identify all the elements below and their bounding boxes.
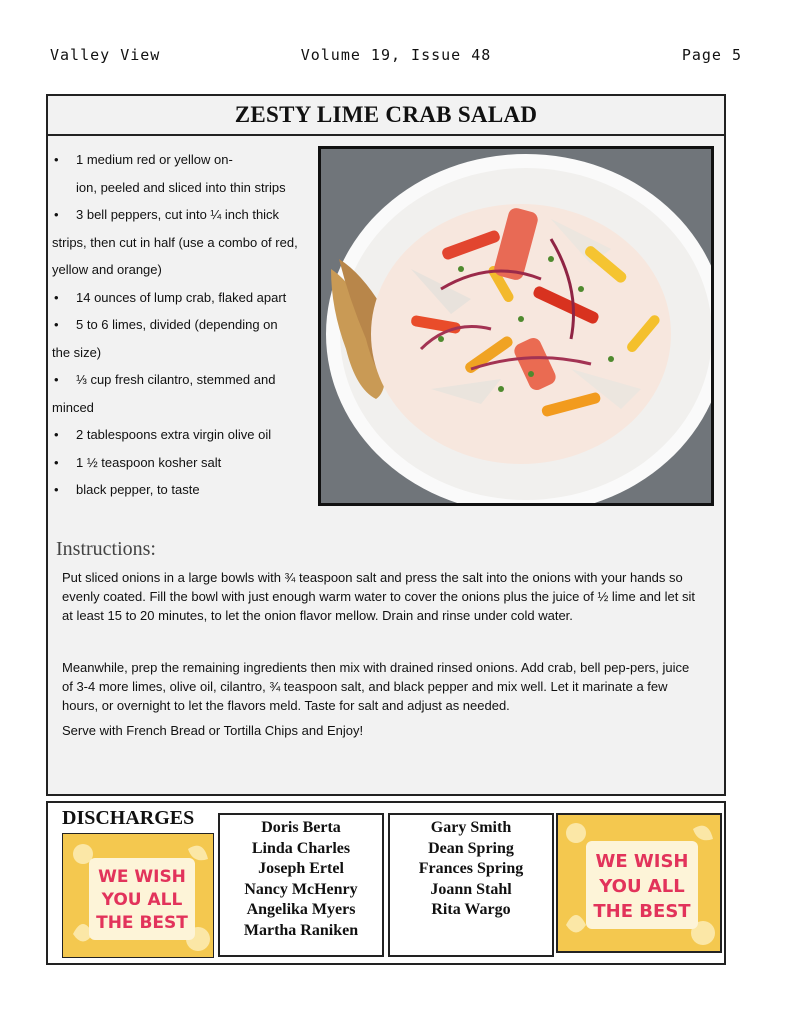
ingredient-text: 5 to 6 limes, divided (depending on xyxy=(76,317,278,332)
discharge-name: Angelika Myers xyxy=(246,901,356,918)
ingredient-text: 3 bell peppers, cut into ¼ inch thick xyxy=(76,207,280,222)
salad-bowl-illustration xyxy=(321,149,711,503)
ingredient-item xyxy=(52,311,316,366)
discharge-name: Nancy McHenry xyxy=(244,880,358,898)
best-wishes-card-left xyxy=(62,833,214,958)
bullet-icon: • xyxy=(54,152,59,167)
instruction-paragraph: Serve with French Bread or Tortilla Chips and Enjoy! xyxy=(62,723,364,738)
best-wishes-graphic xyxy=(558,815,720,951)
ingredient-item xyxy=(52,366,316,421)
recipe-title-bar xyxy=(48,96,724,136)
recipe-section xyxy=(46,94,726,796)
page-number: Page 5 xyxy=(681,46,742,64)
discharge-name: Rita Wargo xyxy=(431,901,511,918)
ingredient-text: black pepper, to taste xyxy=(76,482,200,497)
discharge-name: Gary Smith xyxy=(430,819,512,836)
ingredient-list xyxy=(52,146,316,504)
ingredient-text: 1 medium red or yellow on- xyxy=(76,152,233,167)
card-line-3: THE BEST xyxy=(593,901,691,922)
ingredient-item xyxy=(52,449,316,477)
discharge-name: Doris Berta xyxy=(261,819,341,836)
discharge-name: Linda Charles xyxy=(251,839,351,857)
bullet-icon: • xyxy=(54,454,59,470)
bullet-icon: • xyxy=(54,427,59,442)
recipe-title: ZESTY LIME CRAB SALAD xyxy=(234,102,538,127)
ingredient-text: 1 ½ teaspoon kosher salt xyxy=(76,454,222,470)
bullet-icon: • xyxy=(54,482,59,497)
discharges-section xyxy=(46,801,726,965)
ingredient-continuation: minced xyxy=(52,399,94,415)
ingredient-continuation: strips, then cut in half (use a combo of red, yellow and orange) xyxy=(52,234,298,277)
bullet-icon: • xyxy=(54,207,59,222)
discharge-names-column-1 xyxy=(218,813,384,957)
best-wishes-graphic xyxy=(63,834,214,958)
card-line-3: THE BEST xyxy=(96,913,188,933)
instruction-paragraph: Put sliced onions in a large bowls with ¾ teaspoon salt and press the salt into the onions with your hands so evenly coated. Fill the bowl with just enough warm water to cover the onions plus the juice of ½ lime and let sit at least 15 to 20 minutes, to let the onion flavor mellow. Drain and rinse under cold water. xyxy=(62,570,695,623)
ingredient-continuation: ion, peeled and sliced into thin strips xyxy=(76,179,286,195)
ingredient-continuation: the size) xyxy=(52,344,102,360)
ingredient-text: ⅓ cup fresh cilantro, stemmed and xyxy=(76,372,276,387)
bullet-icon: • xyxy=(54,289,59,305)
instructions-heading: Instructions: xyxy=(56,538,156,560)
discharge-name: Frances Spring xyxy=(418,860,524,877)
ingredient-item xyxy=(52,146,316,201)
salad-photo xyxy=(318,146,714,506)
ingredient-item xyxy=(52,284,316,312)
bullet-icon: • xyxy=(54,317,59,332)
issue-label: Volume 19, Issue 48 xyxy=(300,46,492,64)
discharge-names-column-2 xyxy=(388,813,554,957)
bullet-icon: • xyxy=(54,372,59,387)
ingredient-text: 14 ounces of lump crab, flaked apart xyxy=(76,289,287,305)
page-header xyxy=(50,46,742,70)
discharges-title: DISCHARGES xyxy=(62,807,195,829)
card-line-2: YOU ALL xyxy=(101,890,183,910)
discharge-name: Martha Raniken xyxy=(243,921,359,939)
best-wishes-card-right xyxy=(556,813,722,953)
instruction-paragraph: Meanwhile, prep the remaining ingredients then mix with drained rinsed onions. Add crab, bell pep-pers, juice of 3-4 more limes, olive oil, cilantro, ¾ teaspoon salt, and black pepper and mix well. Let it marinate a few hours, or overnight to let the flavors meld. Taste for salt and adjust as needed. xyxy=(62,660,690,713)
ingredient-item xyxy=(52,201,316,284)
ingredient-text: 2 tablespoons extra virgin olive oil xyxy=(76,427,272,442)
ingredient-item xyxy=(52,476,316,504)
discharge-name: Joseph Ertel xyxy=(258,860,344,877)
card-line-1: WE WISH xyxy=(595,851,689,872)
card-line-2: YOU ALL xyxy=(599,876,685,897)
newsletter-name: Valley View xyxy=(50,46,161,64)
ingredient-item xyxy=(52,421,316,449)
card-line-1: WE WISH xyxy=(98,867,186,887)
discharge-name: Dean Spring xyxy=(428,839,514,857)
discharge-name: Joann Stahl xyxy=(430,880,512,898)
